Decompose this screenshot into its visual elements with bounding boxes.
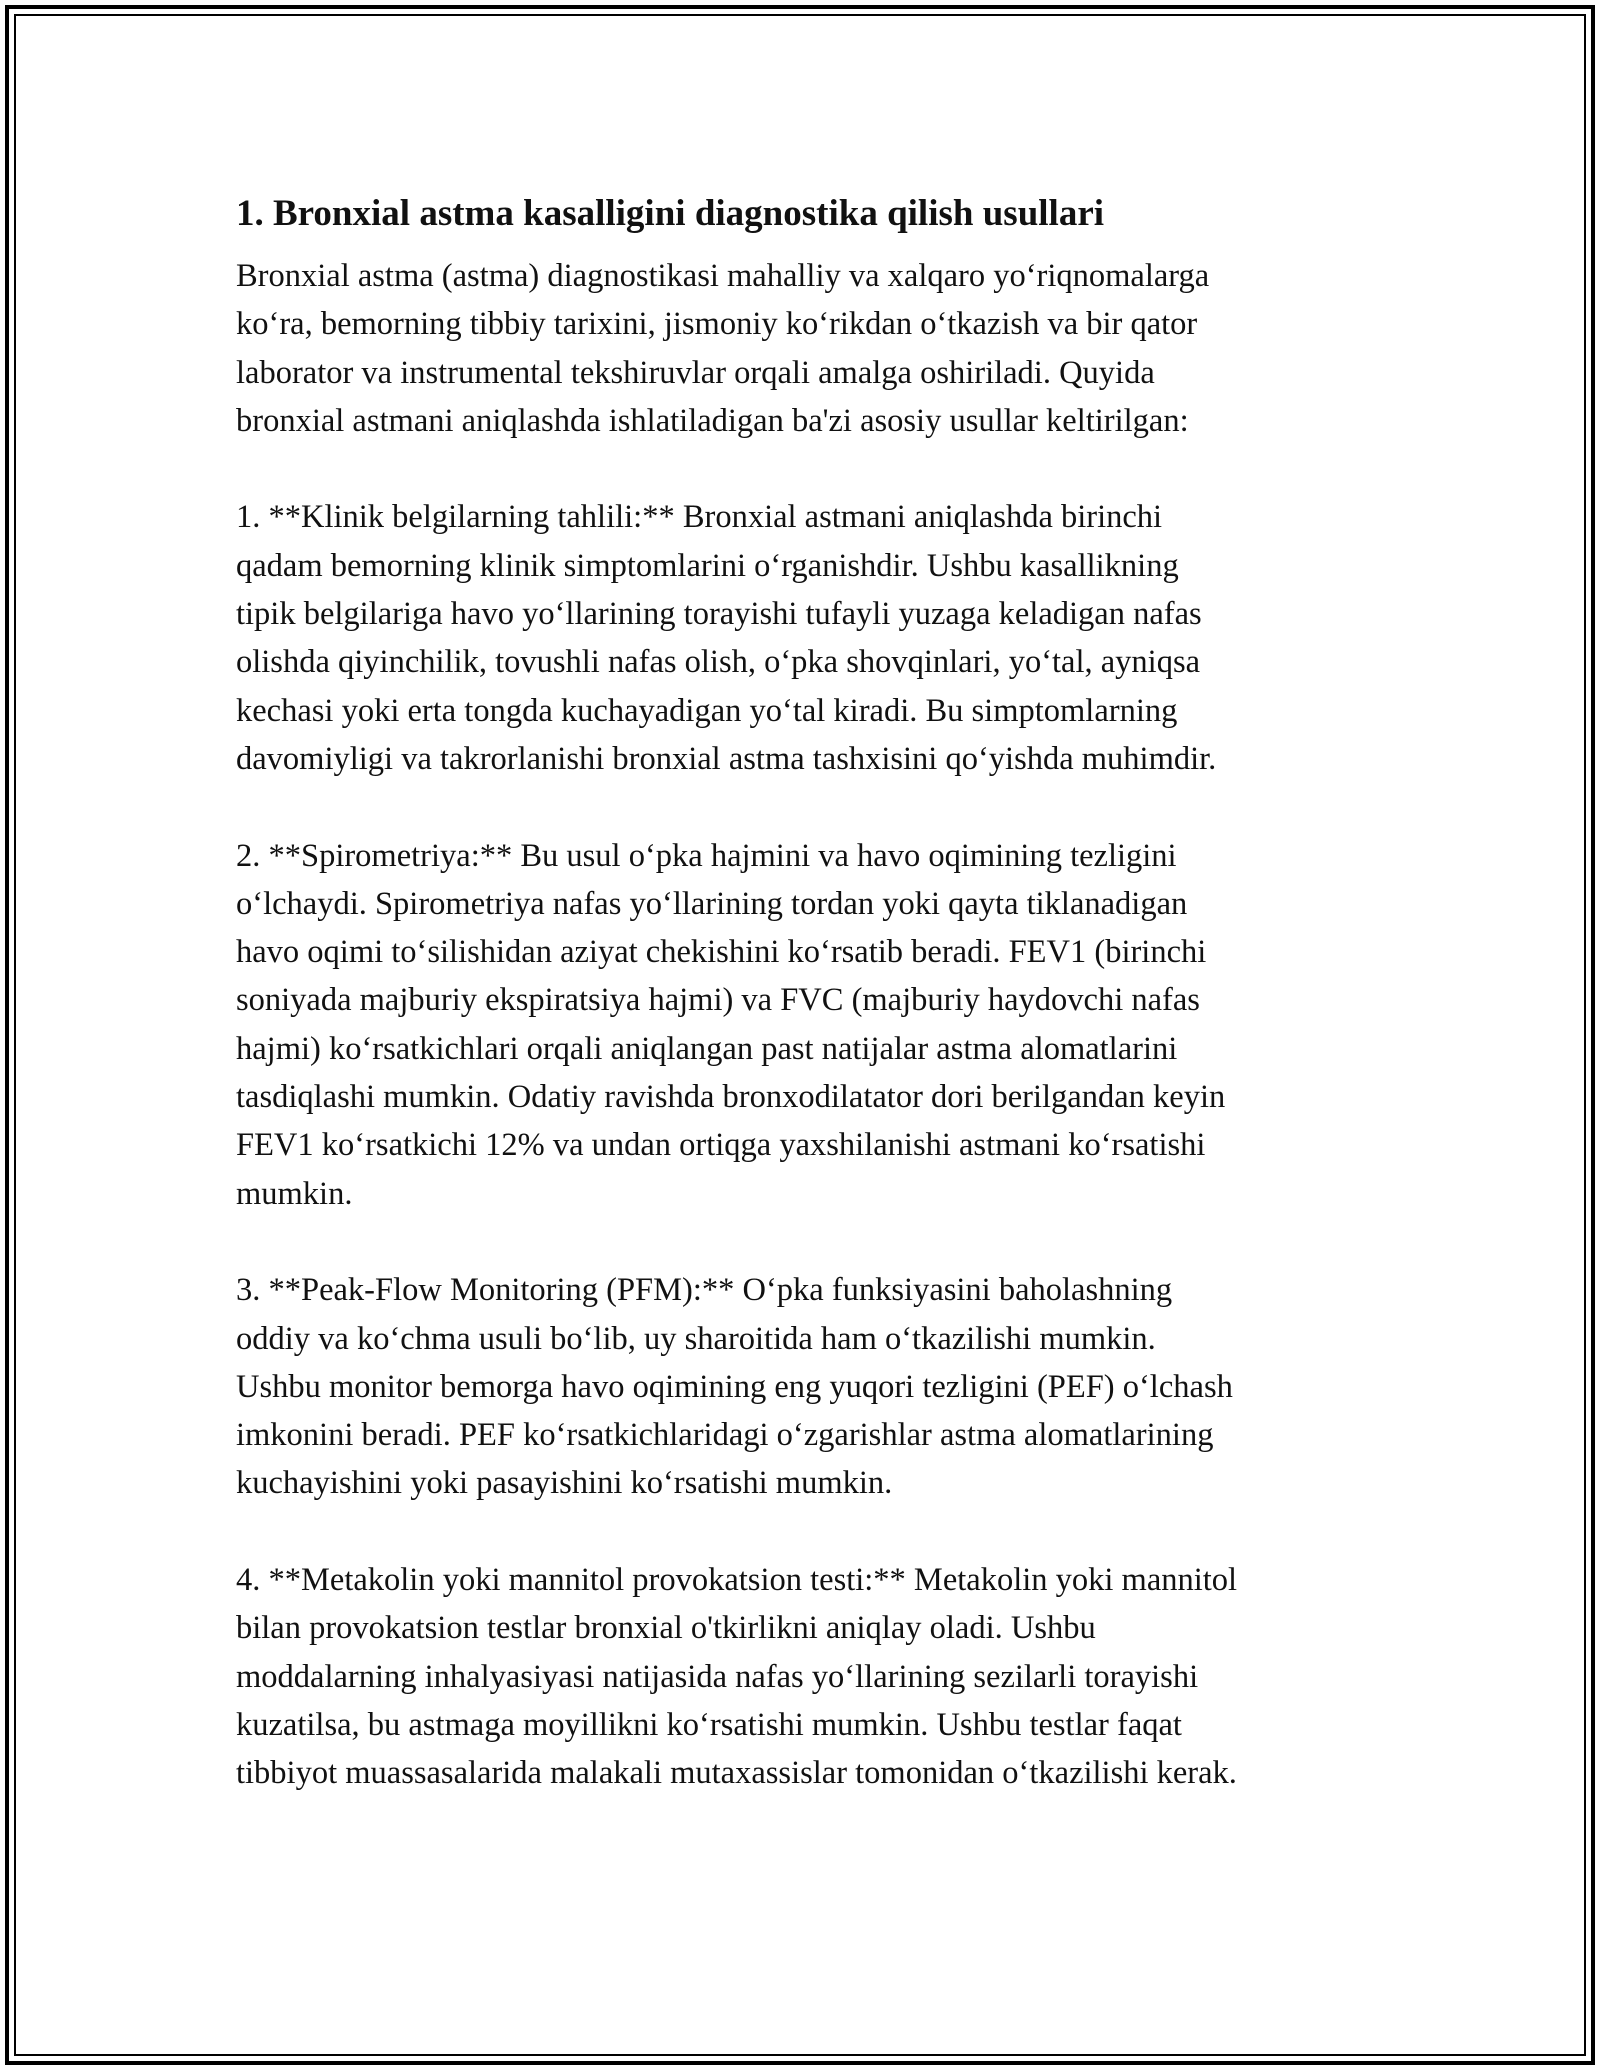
section-peak-flow: 3. **Peak-Flow Monitoring (PFM):** O‘pka funksiyasini baholashning oddiy va ko‘chma usuli bo‘lib, uy sharoitida ham o‘tkazilishi mumkin. Ushbu monitor bemorga havo oqimining eng yuqori tezligini (PEF) o‘lchash imkonini beradi. PEF ko‘rsatkichlaridagi o‘zgarishlar astma alomatlarining kuchayishini yoki pasayishini ko‘rsatishi mumkin. (236, 1272, 1233, 1502)
intro-paragraph: Bronxial astma (astma) diagnostikasi mahalliy va xalqaro yo‘riqnomalarga ko‘ra, bemorning tibbiy tarixini, jismoniy ko‘rikdan o‘tkazish va bir qator laborator va instrumental tekshiruvlar orqali amalga oshiriladi. Quyida bronxial astmani aniqlashda ishlatiladigan ba'zi asosiy usullar keltirilgan: (236, 258, 1210, 439)
document-body (236, 186, 1386, 1846)
section-spirometry: 2. **Spirometriya:** Bu usul o‘pka hajmini va havo oqimining tezligini o‘lchaydi. Spirometriya nafas yo‘llarining tordan yoki qayta tiklanadigan havo oqimi to‘silishidan aziyat chekishini ko‘rsatib beradi. FEV1 (birinchi soniyada majburiy ekspiratsiya hajmi) va FVC (majburiy haydovchi nafas hajmi) ko‘rsatkichlari orqali aniqlangan past natijalar astma alomatlarini tasdiqlashi mumkin. Odatiy ravishda bronxodilatator dori berilgandan keyin FEV1 ko‘rsatkichi 12% va undan ortiqga yaxshilanishi astmani ko‘rsatishi mumkin. (236, 837, 1226, 1212)
section-clinical-signs: 1. **Klinik belgilarning tahlili:** Bronxial astmani aniqlashda birinchi qadam bemorning klinik simptomlarini o‘rganishdir. Ushbu kasallikning tipik belgilariga havo yo‘llarining torayishi tufayli yuzaga keladigan nafas olishda qiyinchilik, tovushli nafas olish, o‘pka shovqinlari, yo‘tal, ayniqsa kechasi yoki erta tongda kuchayadigan yo‘tal kiradi. Bu simptomlarning davomiyligi va takrorlanishi bronxial astma tashxisini qo‘yishda muhimdir. (236, 499, 1217, 777)
section-provocation-test: 4. **Metakolin yoki mannitol provokatsion testi:** Metakolin yoki mannitol bilan provokatsion testlar bronxial o'tkirlikni aniqlay oladi. Ushbu moddalarning inhalyasiyasi natijasida nafas yo‘llarining sezilarli torayishi kuzatilsa, bu astmaga moyillikni ko‘rsatishi mumkin. Ushbu testlar faqat tibbiyot muassasalarida malakali mutaxassislar tomonidan o‘tkazilishi kerak. (236, 1562, 1238, 1792)
page-title: 1. Bronxial astma kasalligini diagnostika qilish usullari (236, 193, 1105, 234)
